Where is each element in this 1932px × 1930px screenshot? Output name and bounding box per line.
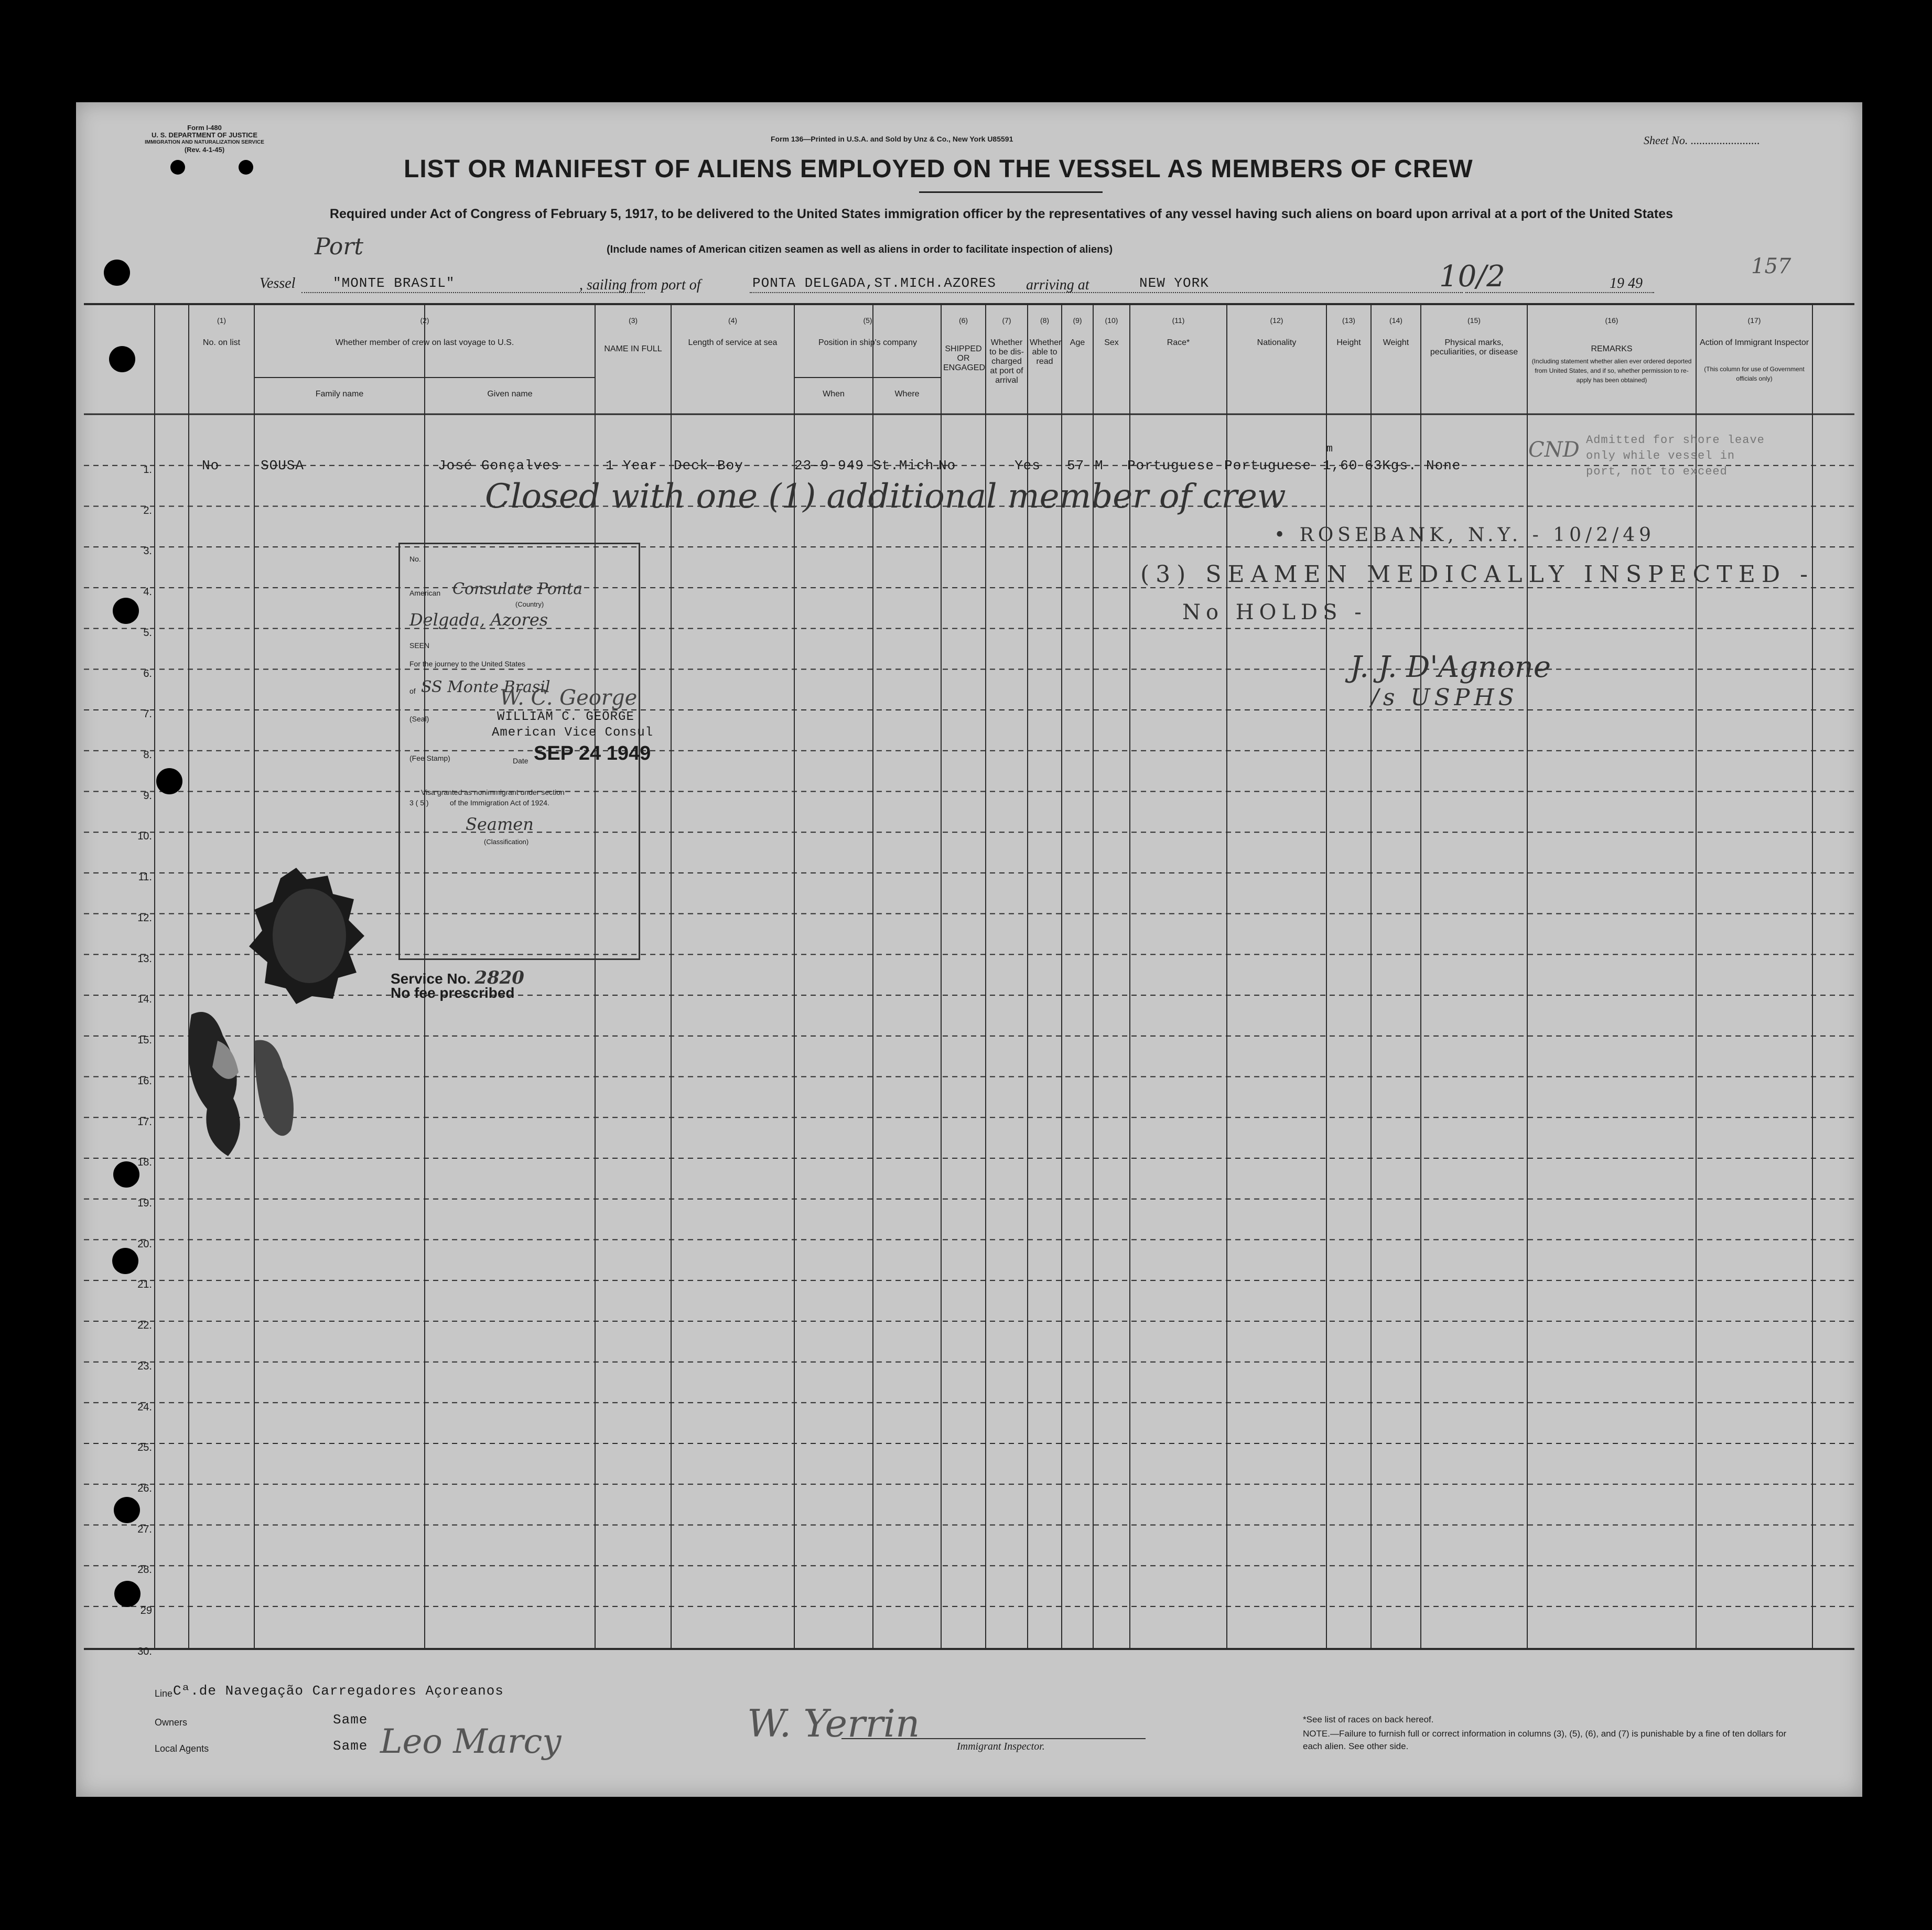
cell-service: 1 Year [606, 458, 658, 473]
no-holds-annotation: No HOLDS - [1182, 600, 1367, 624]
column-label: Weight [1383, 338, 1409, 347]
port-from: PONTA DELGADA,ST.MICH.AZORES [752, 275, 996, 291]
arriving-label: arriving at [1026, 277, 1089, 293]
footer-owners-label: Owners [155, 1717, 188, 1728]
column-number: (11) [1172, 316, 1185, 325]
column-number: (9) [1073, 316, 1082, 325]
column-label: Whether to be dis-charged at port of arrival [989, 338, 1024, 385]
cell-age: 57 [1067, 458, 1085, 473]
cell-crew-last: No [202, 458, 220, 473]
remarks-typed: Admitted for shore leave only while vessel in port, not to exceed [1586, 434, 1765, 478]
vessel-label: Vessel [260, 275, 296, 292]
inspector-signature: J. J. D'Agnone [1350, 650, 1551, 684]
row-number: 26. [137, 1483, 152, 1495]
stamp-country: (Country) [515, 600, 544, 608]
stamp-classification: (Classification) [484, 838, 529, 846]
row-number: 22. [137, 1320, 152, 1332]
column-label: Nationality [1257, 338, 1297, 347]
year: 19 49 [1610, 275, 1643, 292]
subhead-remarks-note: (Including statement whether alien ever ordered deported from United States, and if so, whether permission to re-apply has been obtained) [1531, 358, 1692, 384]
column-number: (2) [420, 316, 429, 325]
row-number: 3. [143, 545, 152, 557]
stamp-date: SEP 24 1949 [534, 742, 651, 764]
cell-position: Deck-Boy [674, 458, 743, 473]
row-number: 29 [140, 1605, 152, 1617]
row-number: 9. [143, 790, 152, 802]
cell-discharged: No [938, 458, 956, 473]
sailing-label: , sailing from port of [579, 277, 701, 293]
immigrant-inspector-signature: W. Yerrin [747, 1701, 920, 1745]
embossed-seal [170, 847, 391, 1172]
row-number: 25. [137, 1442, 152, 1454]
cell-where: St.Mich. [873, 458, 943, 473]
stamp-consulate: Consulate Ponta [452, 580, 583, 598]
column-number: (7) [1002, 316, 1011, 325]
binder-hole-small [239, 160, 253, 175]
seamen-annotation: (3) SEAMEN MEDICALLY INSPECTED - [1140, 561, 1814, 588]
stamp-fee: (Fee Stamp) [409, 754, 450, 762]
column-number: (12) [1270, 316, 1283, 325]
column-label: Sex [1104, 338, 1119, 347]
cell-given-name: José Gonçalves [438, 458, 560, 473]
no-fee: No fee prescribed [391, 985, 515, 1001]
row-number: 14. [137, 994, 152, 1006]
manifest-page [76, 102, 1862, 1797]
row-number: 19. [137, 1197, 152, 1209]
row-number: 4. [143, 586, 152, 598]
row-number: 12. [137, 912, 152, 924]
stamp-act: of the Immigration Act of 1924. [450, 799, 549, 807]
cell-height: 1,60 [1323, 458, 1358, 473]
subhead-action-note: (This column for use of Government officials only) [1704, 365, 1805, 382]
cell-nationality: Portuguese [1224, 458, 1312, 473]
row-number: 30. [137, 1645, 152, 1657]
column-label: Race* [1167, 338, 1190, 347]
page-title: LIST OR MANIFEST OF ALIENS EMPLOYED ON THE VESSEL AS MEMBERS OF CREW [404, 155, 1473, 183]
column-number: (13) [1342, 316, 1355, 325]
column-label: NAME IN FULL [604, 344, 662, 353]
column-number: (10) [1105, 316, 1118, 325]
row-number: 21. [137, 1279, 152, 1291]
row-number: 18. [137, 1157, 152, 1169]
column-label: Whether member of crew on last voyage to U.S. [335, 338, 514, 347]
vessel-name: "MONTE BRASIL" [333, 275, 455, 291]
column-number: (1) [217, 316, 226, 325]
include-note: (Include names of American citizen seamen as well as aliens in order to facilitate inspection of aliens) [607, 244, 1113, 255]
rosebank-annotation: • ROSEBANK, N.Y. - 10/2/49 [1274, 524, 1656, 546]
stamp-date-label: Date [513, 757, 528, 765]
stamp-delgada: Delgada, Azores [409, 610, 548, 630]
stamp-journey: For the journey to the United States [409, 660, 526, 668]
row-number: 10. [137, 831, 152, 843]
hand-port: Port [315, 233, 364, 260]
stamp-seen: SEEN [409, 641, 430, 650]
subhead-when: When [823, 390, 845, 398]
agent-signature: Leo Marcy [380, 1722, 562, 1761]
column-number: (4) [728, 316, 738, 325]
cell-when: 23-9-949 [794, 458, 864, 473]
stamp-classification-hand: Seamen [466, 814, 534, 834]
races-note: *See list of races on back hereof. [1303, 1715, 1434, 1724]
binder-hole [114, 1497, 140, 1523]
column-label: No. on list [202, 338, 241, 347]
column-number: (16) [1605, 316, 1618, 325]
penalty-note: NOTE.—Failure to furnish full or correct information in columns (3), (5), (6), and (7) is punishable by a fine of ten dollars for each alien. See other side. [1303, 1729, 1787, 1751]
page-subtitle: Required under Act of Congress of February 5, 1917, to be delivered to the United States immigration officer by the representatives of any vessel having such aliens on board upon arrival at a port of the United States [329, 207, 1674, 221]
column-label: Whether able to read [1030, 338, 1062, 366]
arrival-date: 10/2 [1439, 260, 1505, 294]
column-label: Action of Immigrant Inspector [1699, 338, 1809, 347]
binder-hole [112, 1248, 138, 1274]
column-number: (14) [1389, 316, 1402, 325]
service-no: 2820 [474, 967, 524, 988]
column-label: Physical marks, peculiarities, or disease [1430, 338, 1518, 357]
subhead-where: Where [894, 390, 920, 398]
cell-family-name: SOUSA [261, 458, 305, 473]
column-number: (15) [1467, 316, 1481, 325]
footer-line-value: Cª.de Navegação Carregadores Açoreanos [173, 1683, 504, 1699]
corner-number: 157 [1751, 254, 1791, 278]
binder-hole [156, 768, 182, 794]
column-number: (8) [1040, 316, 1050, 325]
column-number: (6) [958, 316, 968, 325]
subhead-given: Given name [487, 390, 533, 398]
cell-read: Yes [1014, 458, 1041, 473]
footer-owners-value: Same [333, 1712, 368, 1728]
stamp-section: 3 ( 5 ) [409, 799, 429, 807]
department: U. S. DEPARTMENT OF JUSTICE [152, 131, 257, 139]
stamp-ship: SS Monte Brasil [421, 678, 551, 696]
row-number: 24. [137, 1401, 152, 1413]
binder-hole [114, 1581, 141, 1607]
cell-race: Portuguese [1127, 458, 1215, 473]
cell-weight: 63Kgs. [1365, 458, 1417, 473]
column-number: (5) [863, 316, 872, 325]
binder-hole-small [170, 160, 185, 175]
cell-height-unit: m [1326, 443, 1334, 455]
row-number: 8. [143, 749, 152, 761]
consul-signature: W. C. George [500, 686, 638, 710]
row-number: 6. [143, 667, 152, 680]
stamp-american: American [409, 589, 441, 597]
stamp-no: No. [409, 555, 421, 563]
service-name: IMMIGRATION AND NATURALIZATION SERVICE [145, 139, 264, 145]
row-number: 2. [143, 504, 152, 516]
row-number: 20. [137, 1238, 152, 1250]
visa-stamp [398, 543, 654, 960]
stamp-of: of [409, 687, 416, 695]
revision: (Rev. 4-1-45) [184, 146, 225, 154]
row-number: 23. [137, 1360, 152, 1372]
binder-hole [104, 260, 130, 286]
sheet-number: Sheet No. ........................ [1644, 134, 1760, 147]
port-to: NEW YORK [1139, 275, 1209, 291]
column-label: Position in ship's company [818, 338, 918, 347]
binder-hole [113, 598, 139, 624]
sheet-label: Sheet No. [1644, 134, 1688, 147]
column-label: REMARKS [1591, 344, 1633, 353]
row-number: 13. [137, 953, 152, 965]
row-number: 27. [137, 1523, 152, 1535]
row-number: 1. [143, 464, 152, 476]
stamp-consul-name: WILLIAM C. GEORGE [497, 710, 634, 724]
column-label: SHIPPED OR ENGAGED [943, 344, 986, 372]
column-label: Length of service at sea [688, 338, 778, 347]
binder-hole [113, 1161, 139, 1188]
column-number: (3) [628, 316, 638, 325]
row-number: 16. [137, 1075, 152, 1087]
footer-agents-label: Local Agents [155, 1743, 209, 1754]
cell-sex: M [1095, 458, 1104, 473]
binder-hole [109, 346, 135, 372]
stamp-consul-title: American Vice Consul [492, 726, 654, 740]
cell-marks: None [1426, 458, 1461, 473]
form-code: Form I-480 [187, 124, 222, 132]
inspector-rule [841, 1738, 1146, 1739]
service-no-label: Service No. [391, 971, 471, 987]
row-number: 5. [143, 627, 152, 639]
column-label: Age [1070, 338, 1085, 347]
stamp-visa-text: Visa granted as nonimmigrant under section [421, 788, 565, 796]
column-label: Height [1336, 338, 1361, 347]
stamp-seal: (Seal) [409, 715, 429, 723]
subhead-family: Family name [315, 390, 364, 398]
row-number: 7. [143, 708, 152, 720]
inspector-label: Immigrant Inspector. [957, 1741, 1045, 1752]
row-number: 15. [137, 1034, 152, 1047]
row-number: 11. [138, 871, 152, 883]
column-number: (17) [1747, 316, 1761, 325]
footer-agents-value: Same [333, 1738, 368, 1754]
usphs-annotation: /s USPHS [1371, 684, 1518, 711]
row-number: 17. [137, 1116, 152, 1128]
row-number: 28. [137, 1564, 152, 1576]
footer-line-label: Line [155, 1688, 173, 1699]
closed-annotation: Closed with one (1) additional member of crew [485, 477, 1286, 516]
printer-line: Form 136—Printed in U.S.A. and Sold by Unz & Co., New York U85591 [771, 135, 1013, 143]
remarks-hand: CND [1528, 438, 1580, 462]
